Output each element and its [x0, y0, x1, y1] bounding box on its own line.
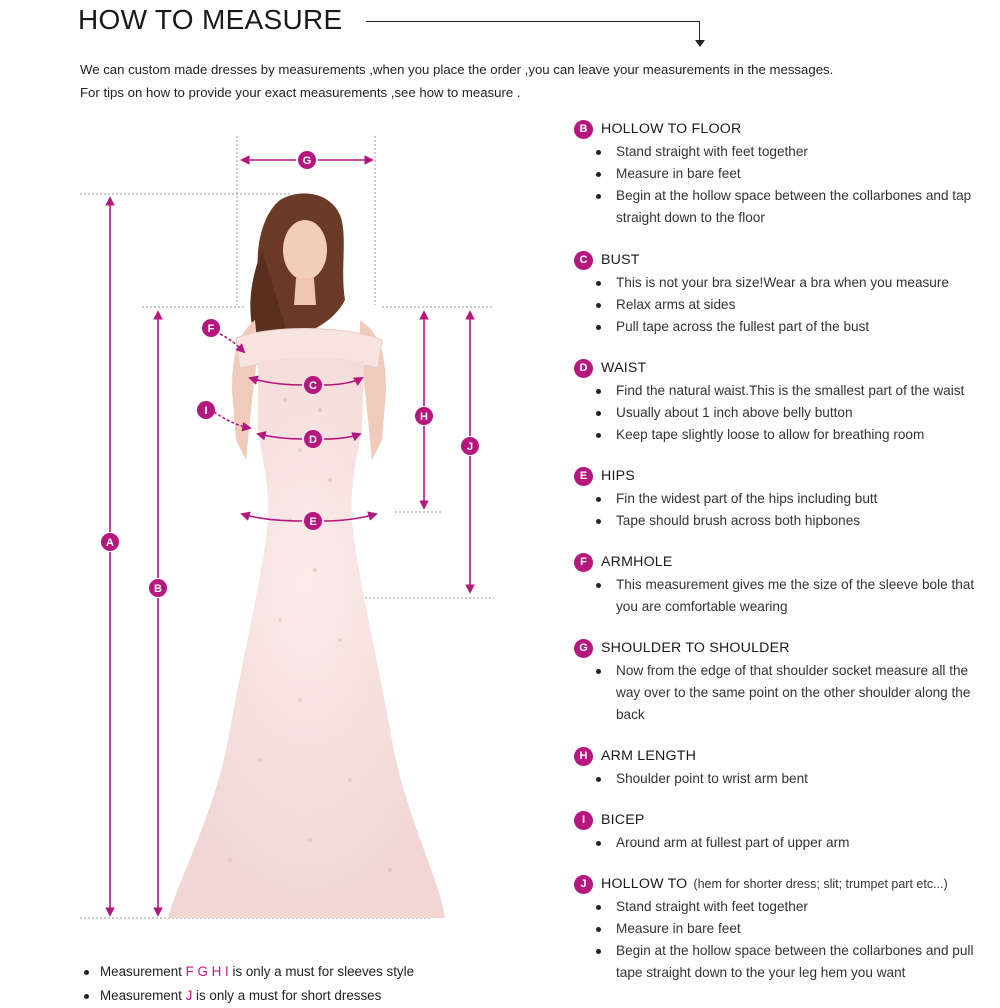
- bullet-item: Usually about 1 inch above belly button: [574, 402, 994, 424]
- section-badge: E: [574, 467, 593, 486]
- badge-j: [461, 437, 479, 455]
- bullet-item: Relax arms at sides: [574, 294, 994, 316]
- bullet-item: Shoulder point to wrist arm bent: [574, 768, 994, 790]
- badge-f-label: F: [207, 323, 215, 335]
- bullet-item: Pull tape across the fullest part of the bust: [574, 316, 994, 338]
- badge-g-label: G: [302, 155, 312, 167]
- section-badge: J: [574, 875, 593, 894]
- footnote-letters: F G H I: [185, 964, 229, 979]
- badge-i-label: I: [204, 405, 208, 417]
- bullet-item: Tape should brush across both hipbones: [574, 510, 994, 532]
- footnote-text: Measurement: [100, 988, 186, 1003]
- section-title: BUST: [601, 252, 640, 268]
- section-badge: I: [574, 811, 593, 830]
- bullet-item: Stand straight with feet together: [574, 141, 994, 163]
- measurement-instructions: [574, 119, 994, 984]
- bullet-item: Stand straight with feet together: [574, 896, 994, 918]
- badge-e: [304, 512, 322, 530]
- footnote-text: is only a must for sleeves style: [228, 964, 415, 979]
- badge-d: [304, 430, 322, 448]
- section-shoulder-to-shoulder: [574, 638, 994, 726]
- section-badge: B: [574, 120, 593, 139]
- measurement-diagram: [0, 100, 540, 930]
- footnote-text: Measurement: [100, 964, 186, 979]
- bullet-item: Around arm at fullest part of upper arm: [574, 832, 994, 854]
- badge-c: [304, 376, 322, 394]
- section-note: (hem for shorter dress; slit; trumpet part etc...): [693, 877, 948, 891]
- model-silhouette: [168, 193, 445, 918]
- footnote-short: [82, 984, 414, 1008]
- badge-d-label: D: [309, 434, 317, 446]
- bullet-item: Measure in bare feet: [574, 163, 994, 185]
- footnote-sleeves: [82, 960, 414, 984]
- bullet-item: Fin the widest part of the hips including butt: [574, 488, 994, 510]
- section-badge: G: [574, 639, 593, 658]
- header-arrow-icon: [695, 40, 705, 47]
- section-badge: C: [574, 251, 593, 270]
- section-title: ARMHOLE: [601, 554, 673, 570]
- bullet-item: Find the natural waist.This is the smallest part of the waist: [574, 380, 994, 402]
- section-title: ARM LENGTH: [601, 748, 697, 764]
- footnote-text: is only a must for short dresses: [192, 988, 382, 1003]
- intro-line-2: For tips on how to provide your exact measurements ,see how to measure .: [80, 85, 521, 100]
- bullet-item: This measurement gives me the size of the sleeve bole that you are comfortable wearing: [574, 574, 994, 618]
- section-title: HOLLOW TO FLOOR: [601, 121, 742, 137]
- section-title: WAIST: [601, 360, 647, 376]
- badge-a-label: A: [106, 537, 114, 549]
- section-title: HOLLOW TO: [601, 876, 688, 892]
- bullet-item: Begin at the hollow space between the collarbones and pull tape straight down to the your leg hem you want: [574, 940, 994, 984]
- section-bicep: [574, 810, 994, 854]
- section-badge: H: [574, 747, 593, 766]
- section-hips: [574, 466, 994, 532]
- page-title: HOW TO MEASURE: [78, 4, 343, 35]
- intro-line-1: We can custom made dresses by measurements ,when you place the order ,you can leave your measurements in the messages.: [80, 62, 834, 77]
- section-badge: F: [574, 553, 593, 572]
- section-bust: [574, 250, 994, 338]
- badge-h-label: H: [420, 411, 428, 423]
- badge-i: [197, 401, 215, 419]
- badge-b: [149, 579, 167, 597]
- bullet-item: This is not your bra size!Wear a bra when you measure: [574, 272, 994, 294]
- bullet-item: Begin at the hollow space between the collarbones and tap straight down to the floor: [574, 185, 994, 229]
- footnotes: [82, 960, 414, 1008]
- bullet-item: Now from the edge of that shoulder socket measure all the way over to the same point on the other shoulder along the back: [574, 660, 994, 726]
- header-rule: [366, 21, 700, 22]
- badge-h: [415, 407, 433, 425]
- section-armhole: [574, 552, 994, 618]
- badge-e-label: E: [309, 516, 317, 528]
- badge-f: [202, 319, 220, 337]
- bullet-item: Keep tape slightly loose to allow for breathing room: [574, 424, 994, 446]
- section-hollow-to: [574, 874, 994, 984]
- badge-b-label: B: [154, 583, 162, 595]
- section-badge: D: [574, 359, 593, 378]
- section-arm-length: [574, 746, 994, 790]
- section-title: BICEP: [601, 812, 645, 828]
- badge-g: [298, 151, 316, 169]
- measurement-figure: [0, 100, 540, 930]
- bullet-item: Measure in bare feet: [574, 918, 994, 940]
- section-hollow-to-floor: [574, 119, 994, 229]
- badge-j-label: J: [466, 441, 474, 453]
- badge-c-label: C: [309, 380, 317, 392]
- footnote-letters: J: [185, 988, 193, 1003]
- section-title: HIPS: [601, 468, 635, 484]
- header-rule-drop: [699, 21, 700, 41]
- section-title: SHOULDER TO SHOULDER: [601, 640, 790, 656]
- section-waist: [574, 358, 994, 446]
- badge-a: [101, 533, 119, 551]
